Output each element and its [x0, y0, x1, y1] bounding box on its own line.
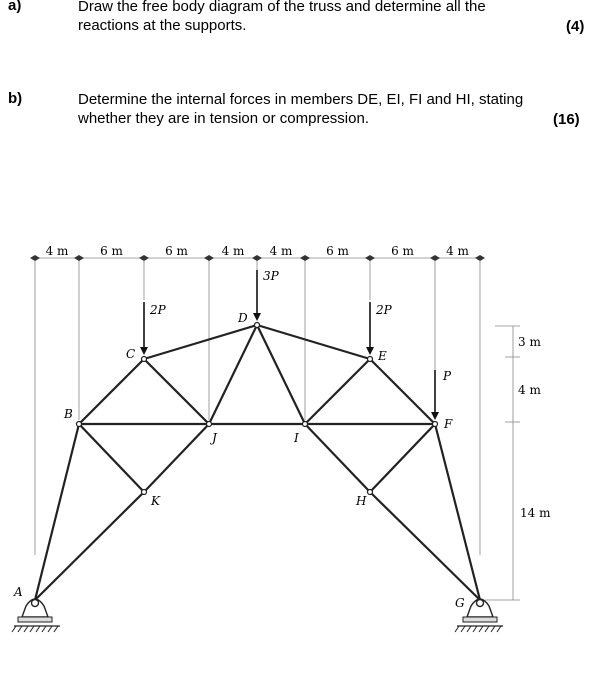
member-DI: [257, 325, 305, 424]
dim-label-horizontal: 6 m: [165, 244, 188, 258]
joint-label-A: A: [14, 585, 23, 599]
part-b-line-2: whether they are in tension or compression.: [78, 110, 369, 127]
ground-hatch-icon: [455, 626, 501, 632]
load-label-C: 2P: [150, 303, 166, 317]
member-BC: [79, 359, 144, 424]
joint-label-F: F: [444, 417, 453, 431]
dimension-arrow-icon: [252, 255, 262, 261]
truss-members: [35, 325, 480, 600]
member-EF: [370, 359, 435, 424]
part-b-marks: (16): [553, 111, 580, 128]
part-a-label: a): [8, 0, 22, 14]
vertical-dimension-column: [485, 326, 551, 600]
support-plate: [463, 617, 497, 622]
joint-label-H: H: [356, 494, 367, 508]
member-KJ: [144, 424, 209, 492]
dim-label-horizontal: 6 m: [391, 244, 414, 258]
dimension-arrow-icon: [430, 255, 440, 261]
dim-label-horizontal: 4 m: [269, 244, 293, 258]
joint-label-K: K: [151, 494, 160, 508]
part-a-line-1: Draw the free body diagram of the truss and determine all the: [78, 0, 486, 15]
member-DE: [257, 325, 370, 359]
horizontal-dimension-row: [30, 244, 485, 261]
joint-label-C: C: [126, 347, 136, 361]
member-HF: [370, 424, 435, 492]
joint-label-I: I: [294, 431, 299, 445]
member-IH: [305, 424, 370, 492]
member-EI: [305, 359, 370, 424]
support-A: [12, 599, 60, 632]
joint-D: [255, 323, 260, 328]
load-label-D: 3P: [263, 269, 279, 283]
joint-label-B: B: [64, 407, 73, 421]
support-plate: [18, 617, 52, 622]
joint-label-J: J: [212, 431, 217, 445]
dim-label-14m: 14 m: [520, 506, 551, 520]
dim-label-3m: 3 m: [518, 335, 541, 349]
member-AK: [35, 492, 144, 600]
joint-label-E: E: [378, 349, 387, 363]
joint-B: [77, 422, 82, 427]
joint-E: [368, 357, 373, 362]
dim-label-horizontal: 6 m: [326, 244, 349, 258]
joint-label-D: D: [238, 311, 248, 325]
dimension-arrow-icon: [30, 255, 40, 261]
member-BK: [79, 424, 144, 492]
part-a-marks: (4): [566, 18, 585, 35]
joint-label-G: G: [455, 596, 465, 610]
load-label-F: P: [443, 369, 452, 383]
dimension-arrow-icon: [365, 255, 375, 261]
dimension-arrow-icon: [139, 255, 149, 261]
dim-label-4m: 4 m: [518, 383, 541, 397]
member-CJ: [144, 359, 209, 424]
part-b-label: b): [8, 90, 23, 107]
dim-label-horizontal: 4 m: [446, 244, 469, 258]
part-b-line-1: Determine the internal forces in members DE, EI, FI and HI, stating: [78, 91, 524, 108]
ground-hatch-icon: [12, 626, 58, 632]
part-a-line-2: reactions at the supports.: [78, 17, 247, 34]
joint-H: [368, 490, 373, 495]
member-JD: [209, 325, 257, 424]
dim-label-horizontal: 4 m: [45, 244, 69, 258]
member-AB: [35, 424, 79, 600]
joint-labels: [13, 311, 465, 610]
joint-C: [142, 357, 147, 362]
joint-F: [433, 422, 438, 427]
dimension-arrow-icon: [204, 255, 214, 261]
dim-label-horizontal: 6 m: [100, 244, 123, 258]
joint-K: [142, 490, 147, 495]
member-HG: [370, 492, 480, 600]
dimension-arrow-icon: [475, 255, 485, 261]
joint-I: [303, 422, 308, 427]
member-FG: [435, 424, 480, 600]
pin-icon: [477, 600, 484, 607]
pin-icon: [32, 600, 39, 607]
joint-J: [207, 422, 212, 427]
dim-label-horizontal: 4 m: [221, 244, 245, 258]
dimension-arrow-icon: [300, 255, 310, 261]
member-CD: [144, 325, 257, 359]
dimension-arrow-icon: [74, 255, 84, 261]
load-label-E: 2P: [376, 303, 392, 317]
